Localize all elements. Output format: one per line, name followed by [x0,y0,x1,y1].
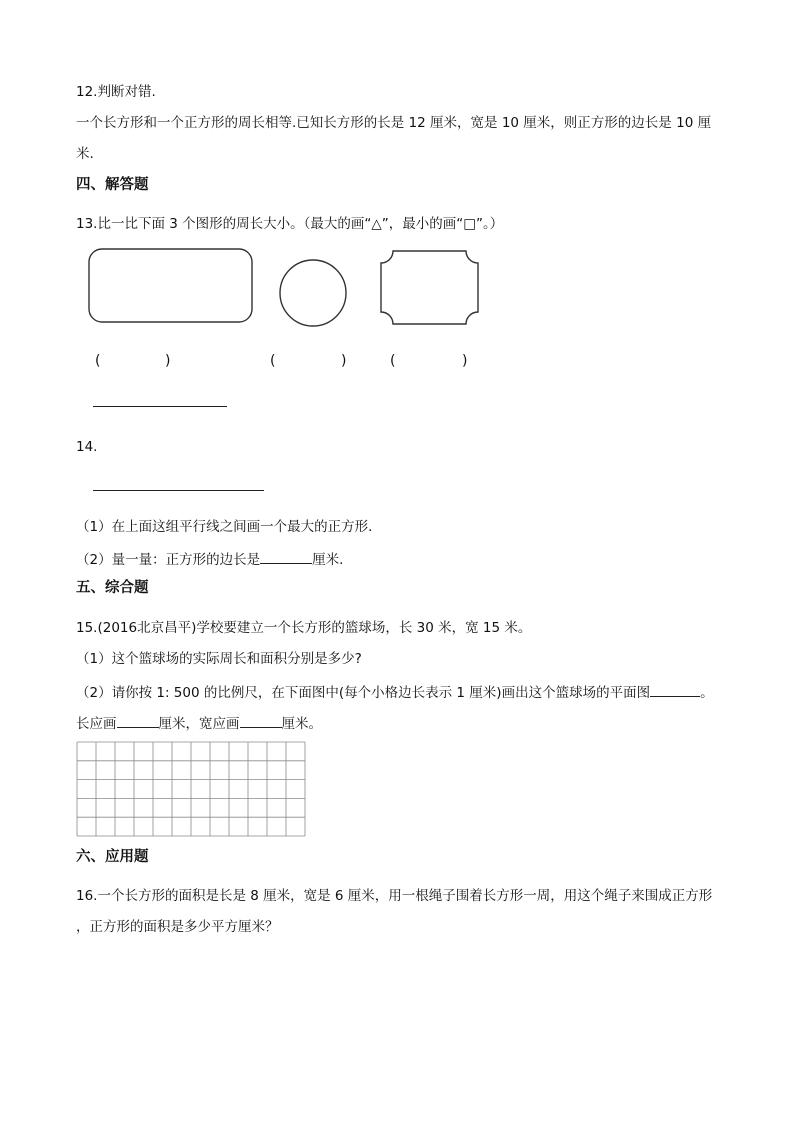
parallel-line-bottom [93,490,264,491]
q12-statement-line2: 米. [76,146,94,162]
q14-part2-prefix: （2）量一量：正方形的边长是 [76,552,261,568]
q15-cm-label: 厘米。 [281,716,322,732]
q16-line1: 16.一个长方形的面积是长是 8 厘米，宽是 6 厘米，用一根绳子围着长方形一周，用这个绳子来围成正方形 [76,888,713,904]
q14-title: 14. [76,439,98,455]
q15-width-label: 厘米，宽应画 [158,716,240,732]
q16-line2: ，正方形的面积是多少平方厘米？ [76,919,279,935]
section-5-heading: 五、综合题 [76,580,149,596]
q13-title: 13.比一比下面 3 个图形的周长大小。（最大的画“△”，最小的画“□”。） [76,216,504,232]
section-6-heading: 六、应用题 [76,849,149,865]
q14-part2-suffix: 厘米. [312,552,344,568]
q15-plan-blank[interactable] [650,682,700,697]
q15-part2-suffix: 。 [700,685,714,701]
q13-answer-1-close: ) [165,353,171,369]
q15-part2 [76,682,714,702]
q15-part2-prefix: （2）请你按 1: 500 的比例尺，在下面图中(每个小格边长表示 1 厘米)画出这个篮球场的平面图 [76,685,651,701]
q15-part1: （1）这个篮球场的实际周长和面积分别是多少? [76,651,362,667]
q13-answer-3-open: ( [390,353,396,369]
q15-width-blank[interactable] [240,713,282,728]
q15-title: 15.(2016北京昌平)学校要建立一个长方形的篮球场，长 30 米，宽 15 米。 [76,620,532,636]
q15-part2-line3 [76,713,322,733]
q13-answer-2-close: ) [341,353,347,369]
notched-square-shape [381,251,478,324]
q12-statement-line1: 一个长方形和一个正方形的周长相等.已知长方形的长是 12 厘米，宽是 10 厘米，则正方形的边长是 10 厘 [76,115,712,131]
q13-shapes [0,0,794,340]
q13-answer-1-open: ( [95,353,101,369]
parallel-line-top [93,406,227,407]
q15-drawing-grid[interactable] [76,741,306,837]
q14-part2 [76,549,343,569]
q12-title: 12.判断对错. [76,84,156,100]
q13-answer-3-close: ) [462,353,468,369]
circle-shape [280,260,346,326]
q14-part1: （1）在上面这组平行线之间画一个最大的正方形. [76,519,373,535]
q15-length-label: 长应画 [76,716,117,732]
q15-length-blank[interactable] [117,713,159,728]
q14-answer-blank[interactable] [260,549,312,564]
rounded-rectangle-shape [89,249,252,322]
section-4-heading: 四、解答题 [76,177,149,193]
q13-answer-2-open: ( [270,353,276,369]
